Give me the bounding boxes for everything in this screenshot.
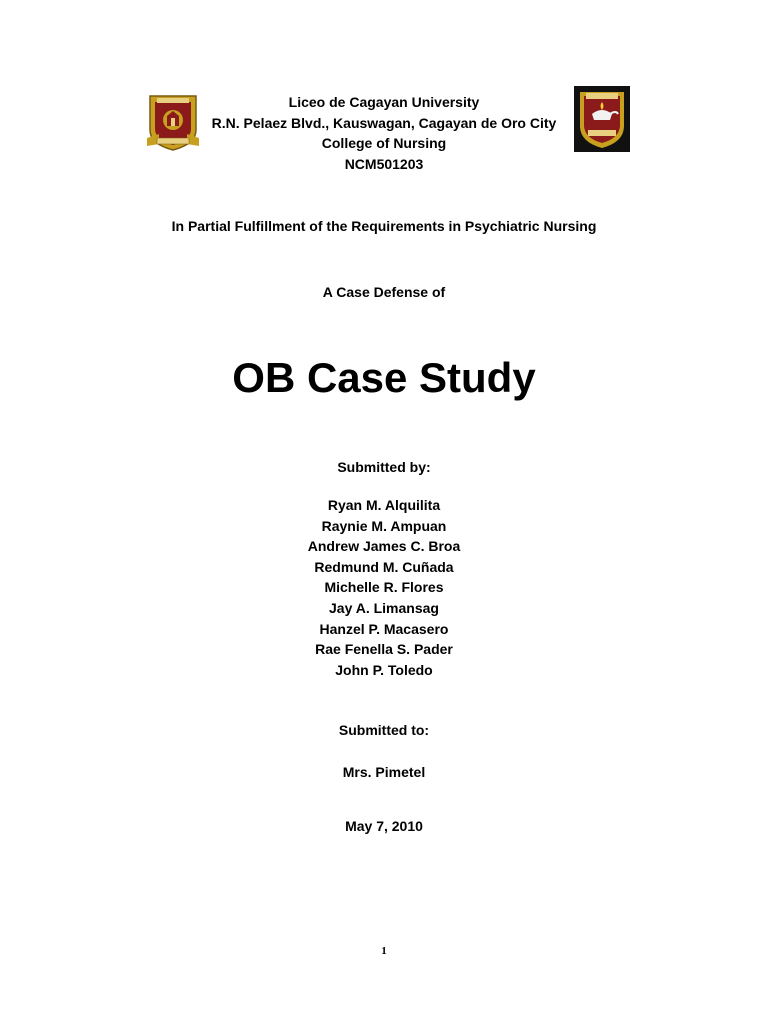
page-title: OB Case Study (232, 354, 536, 401)
list-item: Andrew James C. Broa (307, 538, 461, 555)
college-name: College of Nursing (321, 135, 447, 151)
case-defense-line: A Case Defense of (322, 284, 446, 300)
course-code: NCM501203 (344, 155, 424, 172)
fulfillment-line: In Partial Fulfillment of the Requirements in Psychiatric Nursing (171, 218, 597, 234)
list-item: Ryan M. Alquilita (327, 497, 441, 513)
university-address: R.N. Pelaez Blvd., Kauswagan, Cagayan de Oro City (211, 114, 557, 131)
submitted-to-name: Mrs. Pimetel (342, 764, 426, 780)
university-name: Liceo de Cagayan University (288, 94, 480, 110)
list-item: Redmund M. Cuñada (314, 558, 454, 575)
list-item: Rae Fenella S. Pader (315, 641, 453, 658)
list-item: Jay A. Limansag (329, 599, 439, 616)
submission-date: May 7, 2010 (345, 818, 423, 834)
list-item: John P. Toledo (335, 661, 433, 678)
submitted-by-label: Submitted by: (337, 459, 431, 475)
list-item: Hanzel P. Macasero (319, 620, 449, 637)
list-item: Raynie M. Ampuan (321, 517, 447, 534)
member-list (0, 495, 768, 680)
submitted-to-label: Submitted to: (338, 722, 430, 738)
page-number: 1 (381, 945, 387, 957)
header (0, 92, 768, 174)
list-item: Michelle R. Flores (324, 579, 444, 596)
